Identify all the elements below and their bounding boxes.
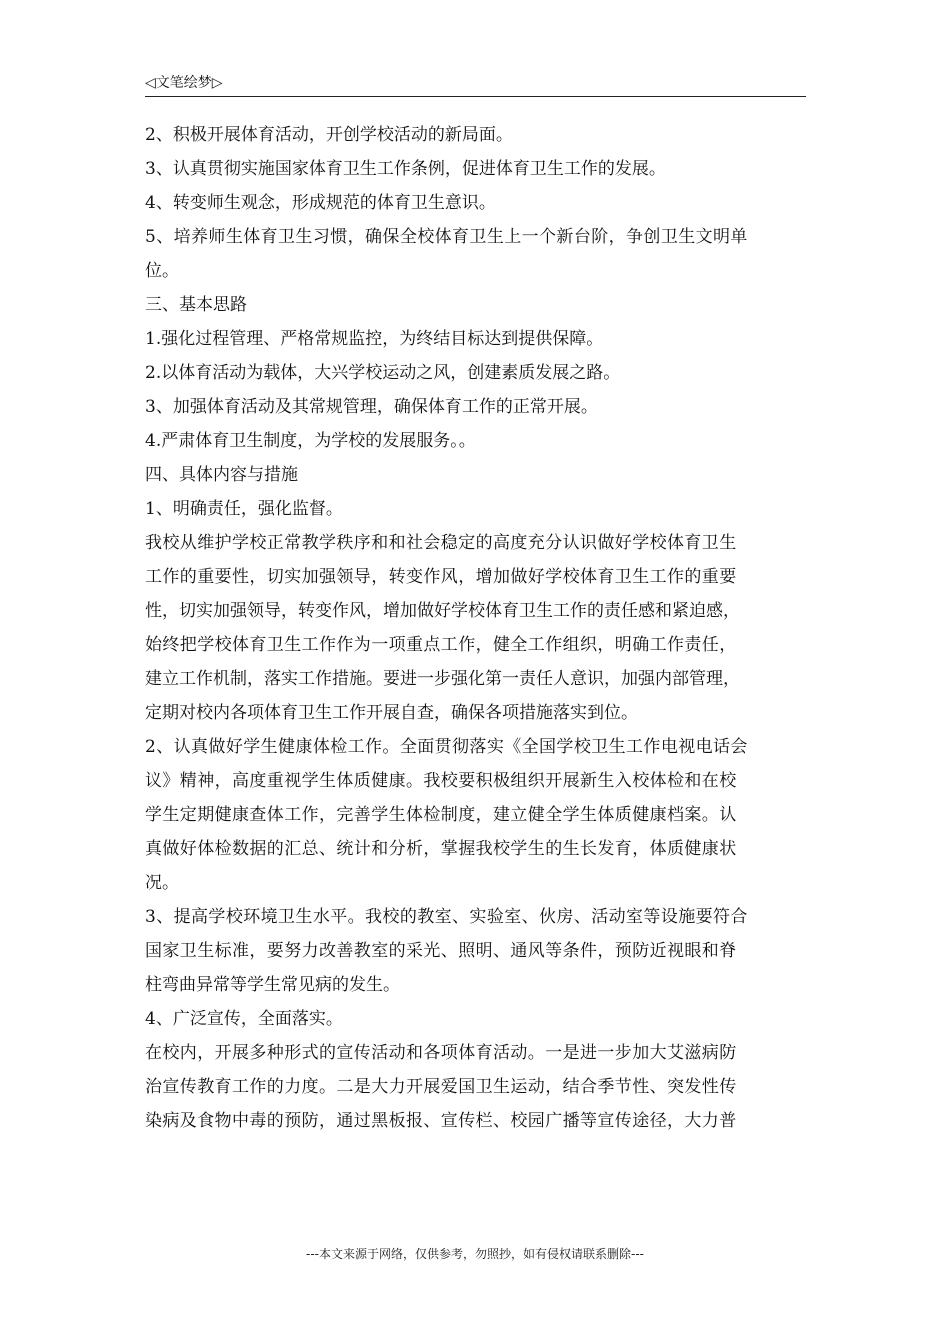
- text-line: 3、加强体育活动及其常规管理，确保体育工作的正常开展。: [145, 397, 598, 417]
- text-line: 况。: [145, 873, 179, 893]
- document-body: [145, 118, 817, 1138]
- text-line: 3、提高学校环境卫生水平。我校的教室、实验室、伙房、活动室等设施要符合: [145, 907, 748, 927]
- text-line: 性，切实加强领导，转变作风，增加做好学校体育卫生工作的责任感和紧迫感，: [145, 601, 740, 621]
- section-heading: 四、具体内容与措施: [145, 465, 298, 485]
- section-heading: 三、基本思路: [145, 295, 247, 315]
- text-line: 4、广泛宣传，全面落实。: [145, 1009, 343, 1029]
- text-line: 4、转变师生观念，形成规范的体育卫生意识。: [145, 193, 496, 213]
- text-line: 建立工作机制，落实工作措施。要进一步强化第一责任人意识，加强内部管理，: [145, 669, 740, 689]
- text-line: 1、明确责任，强化监督。: [145, 499, 343, 519]
- text-line: 真做好体检数据的汇总、统计和分析，掌握我校学生的生长发育，体质健康状: [145, 839, 737, 859]
- text-line: 在校内，开展多种形式的宣传活动和各项体育活动。一是进一步加大艾滋病防: [145, 1043, 737, 1063]
- text-line: 2.以体育活动为载体，大兴学校运动之风，创建素质发展之路。: [145, 363, 621, 383]
- text-line: 议》精神，高度重视学生体质健康。我校要积极组织开展新生入校体检和在校: [145, 771, 737, 791]
- text-line: 国家卫生标准，要努力改善教室的采光、照明、通风等条件，预防近视眼和脊: [145, 941, 737, 961]
- text-line: 2、认真做好学生健康体检工作。全面贯彻落实《全国学校卫生工作电视电话会: [145, 737, 748, 757]
- text-line: 5、培养师生体育卫生习惯，确保全校体育卫生上一个新台阶，争创卫生文明单: [145, 227, 748, 247]
- text-line: 柱弯曲异常等学生常见病的发生。: [145, 975, 400, 995]
- text-line: 始终把学校体育卫生工作作为一项重点工作，健全工作组织，明确工作责任，: [145, 635, 737, 655]
- text-line: 2、积极开展体育活动，开创学校活动的新局面。: [145, 125, 513, 145]
- page-footer: ---本文来源于网络，仅供参考，勿照抄，如有侵权请联系删除---: [306, 1247, 644, 1261]
- text-line: 工作的重要性，切实加强领导，转变作风，增加做好学校体育卫生工作的重要: [145, 567, 737, 587]
- text-line: 定期对校内各项体育卫生工作开展自查，确保各项措施落实到位。: [145, 703, 638, 723]
- header-title: ◁文笔绘梦▷: [145, 75, 223, 91]
- text-line: 学生定期健康查体工作，完善学生体检制度，建立健全学生体质健康档案。认: [145, 805, 737, 825]
- text-line: 治宣传教育工作的力度。二是大力开展爱国卫生运动，结合季节性、突发性传: [145, 1077, 737, 1097]
- text-line: 3、认真贯彻实施国家体育卫生工作条例，促进体育卫生工作的发展。: [145, 159, 666, 179]
- text-line: 染病及食物中毒的预防，通过黑板报、宣传栏、校园广播等宣传途径，大力普: [145, 1111, 737, 1131]
- text-line: 我校从维护学校正常教学秩序和和社会稳定的高度充分认识做好学校体育卫生: [145, 533, 737, 553]
- page-header: [145, 70, 806, 97]
- text-line: 1.强化过程管理、严格常规监控，为终结目标达到提供保障。: [145, 329, 604, 349]
- text-line: 位。: [145, 261, 179, 281]
- text-line: 4.严肃体育卫生制度，为学校的发展服务。。: [145, 431, 476, 451]
- header-divider: [145, 96, 806, 97]
